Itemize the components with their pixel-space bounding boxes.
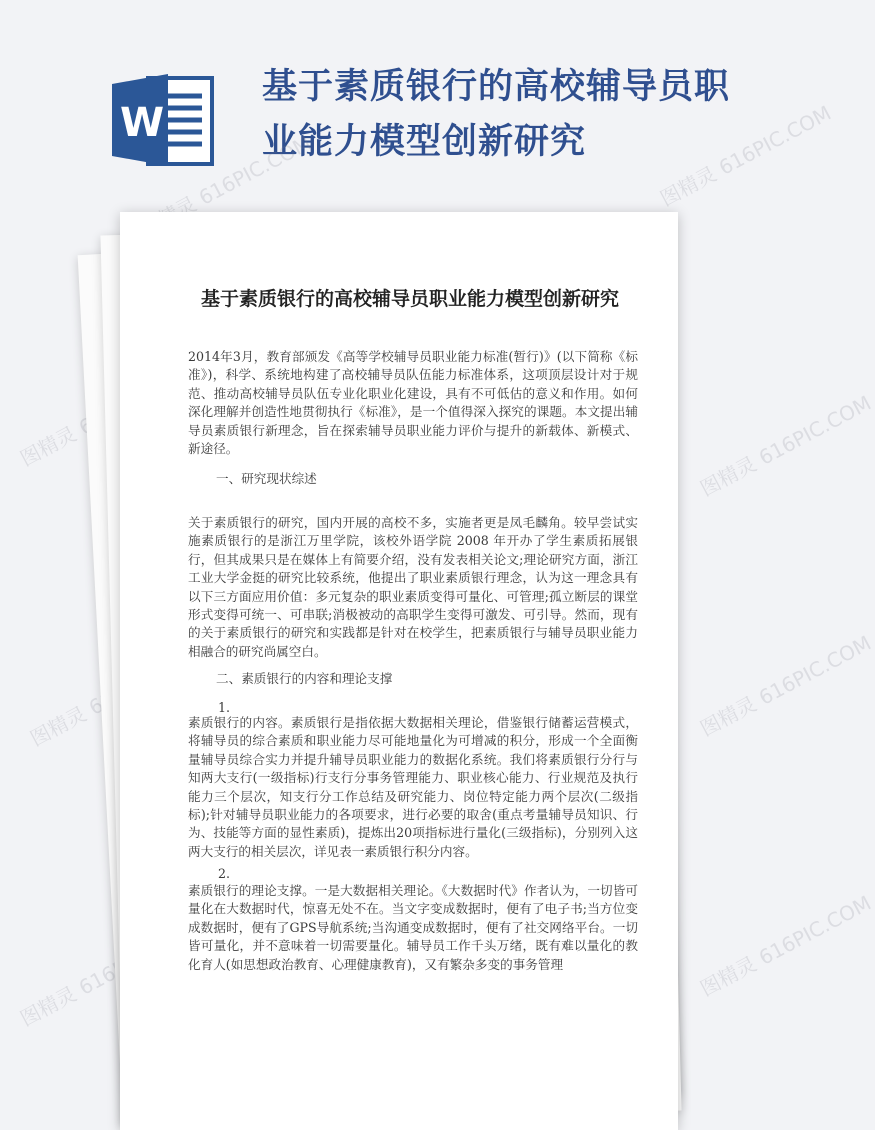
document-page: [120, 212, 678, 1130]
item-number-1: 1.: [218, 700, 231, 715]
document-title: 基于素质银行的高校辅导员职业能力模型创新研究: [200, 288, 619, 310]
header: [0, 0, 800, 200]
section-heading-2: 二、素质银行的内容和理论支撑: [216, 671, 393, 686]
section2-1-paragraph: 素质银行的内容。素质银行是指依据大数据相关理论，借鉴银行储蓄运营模式，将辅导员的综合素质和职业能力尽可能地量化为可增减的积分，形成一个全面衡量辅导员综合实力并提升辅导员职业能力的数据化系统。我们将素质银行分行与知两大支行(一级指标)行支行分事务管理能力、职业核心能力、行业规范及执行能力三个层次，知支行分工作总结及研究能力、岗位特定能力两个层次(二级指标);针对辅导员职业能力的各项要求，进行必要的取舍(重点考量辅导员知识、行为、技能等方面的显性素质)，提炼出20项指标进行量化(三级指标)，分别列入这两大支行的相关层次，详见表一素质银行积分内容。: [188, 715, 638, 859]
item-number-2: 2.: [218, 866, 231, 881]
watermark: 图精灵 616PIC.COM: [696, 890, 875, 1001]
word-document-icon: [110, 70, 220, 170]
header-title: 基于素质银行的高校辅导员职业能力模型创新研究: [262, 67, 731, 162]
watermark: 图精灵 616PIC.COM: [696, 390, 875, 501]
section1-paragraph: 关于素质银行的研究，国内开展的高校不多，实施者更是凤毛麟角。较早尝试实施素质银行的是浙江万里学院，该校外语学院 2008 年开办了学生素质拓展银行，但其成果只是在媒体上有简要介绍，没有发表相关论文;理论研究方面，浙江工业大学金挺的研究比较系统，他提出了职业素质银行理念，认为这一理念具有以下三方面应用价值：多元复杂的职业素质变得可量化、可管理;孤立断层的课堂形式变得可统一、可串联;消极被动的高职学生变得可激发、可引导。然而，现有的关于素质银行的研究和实践都是针对在校学生，把素质银行与辅导员职业能力相融合的研究尚属空白。: [188, 515, 638, 659]
watermark: 图精灵 616PIC.COM: [696, 630, 875, 741]
section-heading-1: 一、研究现状综述: [216, 471, 317, 486]
intro-paragraph: 2014年3月，教育部颁发《高等学校辅导员职业能力标准(暂行)》(以下简称《标准》)，科学、系统地构建了高校辅导员队伍能力标准体系，这项顶层设计对于规范、推动高校辅导员队伍专业化职业化建设，具有不可低估的意义和作用。如何深化理解并创造性地贯彻执行《标准》，是一个值得深入探究的课题。本文提出辅导员素质银行新理念，旨在探索辅导员职业能力评价与提升的新载体、新模式、新途径。: [188, 349, 638, 457]
watermark: 图精灵: [26, 701, 91, 751]
watermark: 图精灵 616PIC.COM: [656, 100, 836, 211]
watermark: 图精灵 616PIC.COM: [16, 920, 196, 1031]
word-icon-letter: W: [120, 100, 165, 146]
watermark: 图精灵: [16, 421, 81, 471]
watermark: 图精灵 616PIC.COM: [136, 130, 316, 241]
section2-2-paragraph: 素质银行的理论支撑。一是大数据相关理论。《大数据时代》作者认为，一切皆可量化在大数据时代，惊喜无处不在。当文字变成数据时，便有了电子书;当方位变成数据时，便有了GPS导航系统;当沟通变成数据时，便有了社交网络平台。一切皆可量化，并不意味着一切需要量化。辅导员工作千头万绪，既有难以量化的教化育人(如思想政治教育、心理健康教育)，又有繁杂多变的事务管理: [188, 883, 638, 972]
